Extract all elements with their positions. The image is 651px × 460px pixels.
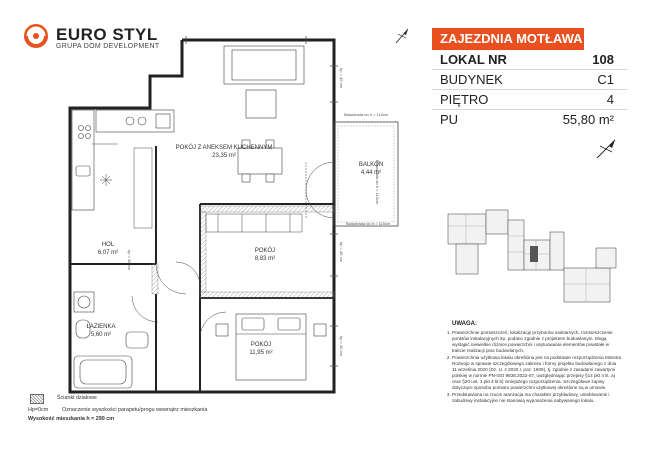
- room-name: POKÓJ Z ANEKSEM KUCHENNYM: [175, 145, 273, 151]
- info-label: PU: [440, 112, 459, 127]
- info-value: 55,80 m²: [562, 112, 614, 127]
- room-area: 6,07 m²: [97, 249, 119, 256]
- room-label-living: [168, 145, 280, 160]
- info-row-unit: [432, 50, 628, 70]
- sill-note: hp = 45 cm: [127, 250, 132, 270]
- legend-height: Wysokość mieszkania h = 290 cm: [28, 416, 115, 422]
- info-row-area: [432, 110, 628, 130]
- brand-name: EURO STYL: [56, 25, 158, 44]
- sill-note: hp = 45 cm: [339, 242, 344, 262]
- wardrobe: [206, 214, 302, 232]
- room-name: HOL: [101, 242, 115, 248]
- logo-icon: [24, 24, 48, 48]
- room-name: POKÓJ: [254, 248, 276, 254]
- room-label-room2: [236, 342, 286, 357]
- note-item: 3. Przedstawiona na rzucie aranżacja ma charakter przykładowy, umeblowanie i zabudowy instalacyjne nie stanowią wyposażenia nabywanego lokalu.: [452, 392, 622, 404]
- room-label-bathroom: [76, 324, 126, 339]
- sink: [126, 332, 148, 348]
- legend-sill-desc: Oznaczenie wysokości parapetu/progu wewnątrz mieszkania: [62, 407, 208, 413]
- notes-list: [442, 330, 622, 405]
- kitchen-counter: [72, 110, 94, 210]
- info-label: PIĘTRO: [440, 92, 489, 107]
- unit-highlight: [530, 246, 538, 262]
- balustrade-note: Balustrada do h = 110cm: [346, 221, 391, 226]
- note-item: 2. Powierzchnia użytkowa lokalu określona jest na podstawie rozporządzenia Ministra Rozwoju w sprawie szczegółowego zakresu i formy projektu budowlanego z dnia 11 września 2020 (Dz. U. z 2020 r. poz. 1609), tj. zgodnie z zasadami zawartymi polskiej w normie PN-ISO 9836:2022-07, uwzględniając przepisy §14 pkt 4 lit. a) oraz §20 ust. 1 pkt 4 lit b) niniejszego rozporządzenia. Szczegółowe zapisy dotyczące sposobu pomiaru powierzchni użytkowej określone są w umowie.: [452, 355, 622, 391]
- room-label-room1: [240, 248, 290, 263]
- room-name: POKÓJ: [250, 342, 272, 348]
- sill-note: hp = 45 cm: [339, 336, 344, 356]
- room-area: 5,60 m²: [90, 331, 112, 338]
- room-name: ŁAZIENKA: [86, 324, 116, 330]
- info-value: 108: [592, 52, 614, 67]
- info-value: 4: [606, 92, 614, 107]
- info-row-floor: [432, 90, 628, 110]
- key-plan: [446, 206, 626, 306]
- info-row-building: [432, 70, 628, 90]
- room-label-hall: [88, 242, 128, 257]
- brand-tagline: GRUPA DOM DEVELOPMENT: [56, 43, 160, 50]
- room-area: 4,44 m²: [360, 169, 382, 176]
- partition-swatch: [30, 394, 44, 404]
- room-label-balcony: [348, 162, 394, 177]
- project-title: ZAJEZDNIA MOTŁAWA: [432, 28, 584, 50]
- sill-note: hp = 45 cm: [339, 68, 344, 88]
- notes-title: UWAGA:: [452, 321, 477, 327]
- info-value: C1: [597, 72, 614, 87]
- info-label: LOKAL NR: [440, 52, 507, 67]
- compass-icon: [593, 136, 619, 162]
- legend-sill-abbr: Hp=0cm: [28, 407, 49, 413]
- balustrade-note: Balustrada do h = 110cm: [375, 160, 380, 205]
- legend-partition: Ścianki działowe: [57, 395, 97, 401]
- info-label: BUDYNEK: [440, 72, 503, 87]
- note-item: 1. Powierzchnie pomieszczeń, lokalizację przyborów sanitarnych, rozmieszczenie punktów instalacyjnych itp. podano zgodnie z projektem budowlanym. Mogą wystąpić niewielkie różnice powierzchni i usytuowania elementów powstałe w trakcie realizacji prac budowlanych.: [452, 330, 622, 354]
- room-area: 11,95 m²: [249, 349, 273, 356]
- room-area: 8,83 m²: [254, 255, 276, 262]
- room-area: 23,35 m²: [212, 152, 236, 159]
- room-name: BALKON: [358, 162, 384, 168]
- balustrade-note: Balustrada do h = 110cm: [344, 112, 389, 117]
